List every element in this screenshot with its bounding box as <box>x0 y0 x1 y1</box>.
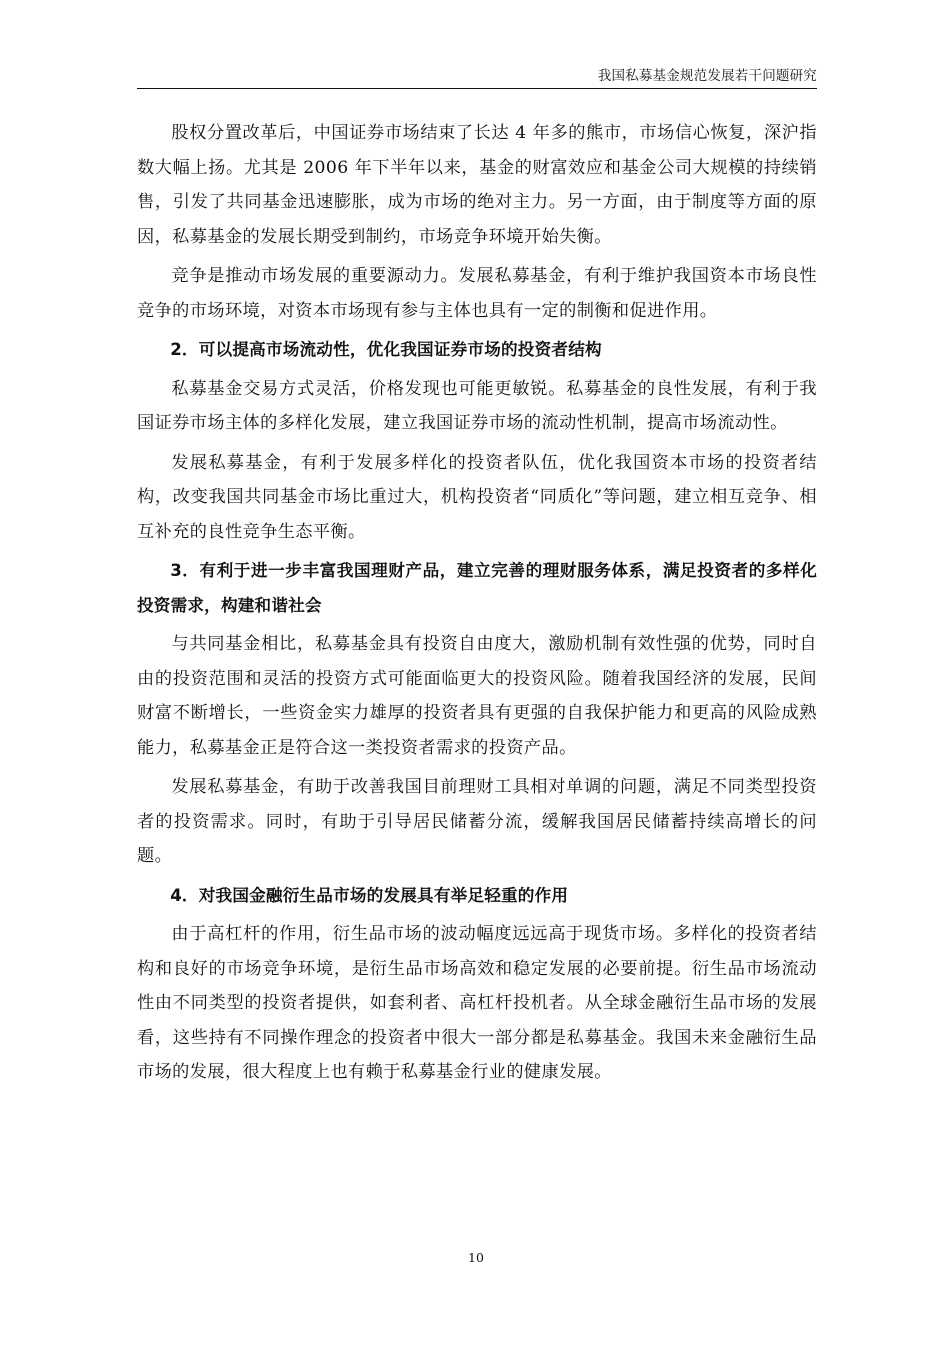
header-rule <box>137 88 817 89</box>
paragraph-market-reform: 股权分置改革后，中国证券市场结束了长达 4 年多的熊市，市场信心恢复，深沪指数大幅上扬。尤其是 2006 年下半年以来，基金的财富效应和基金公司大规模的持续销售，引发了共同基金迅速膨胀，成为市场的绝对主力。另一方面，由于制度等方面的原因，私募基金的发展长期受到制约，市场竞争环境开始失衡。 <box>137 123 817 247</box>
paragraph-private-fund-advantages: 与共同基金相比，私募基金具有投资自由度大，激励机制有效性强的优势，同时自由的投资范围和灵活的投资方式可能面临更大的投资风险。随着我国经济的发展，民间财富不断增长，一些资金实力雄厚的投资者具有更强的自我保护能力和更高的风险成熟能力，私募基金正是符合这一类投资者需求的投资产品。 <box>137 634 817 758</box>
section-heading-3: 3．有利于进一步丰富我国理财产品，建立完善的理财服务体系，满足投资者的多样化投资需求，构建和谐社会 <box>137 561 817 615</box>
paragraph-competition: 竞争是推动市场发展的重要源动力。发展私募基金，有利于维护我国资本市场良性竞争的市场环境，对资本市场现有参与主体也具有一定的制衡和促进作用。 <box>137 266 817 321</box>
paragraph-investment-needs: 发展私募基金，有助于改善我国目前理财工具相对单调的问题，满足不同类型投资者的投资需求。同时，有助于引导居民储蓄分流，缓解我国居民储蓄持续高增长的问题。 <box>137 777 817 866</box>
page-number: 10 <box>468 1250 484 1265</box>
section-heading-4: 4．对我国金融衍生品市场的发展具有举足轻重的作用 <box>170 885 569 905</box>
paragraph-liquidity: 私募基金交易方式灵活，价格发现也可能更敏锐。私募基金的良性发展，有利于我国证券市场主体的多样化发展，建立我国证券市场的流动性机制，提高市场流动性。 <box>137 378 817 433</box>
running-header: 我国私募基金规范发展若干问题研究 <box>597 68 817 84</box>
paragraph-derivatives-market: 由于高杠杆的作用，衍生品市场的波动幅度远远高于现货市场。多样化的投资者结构和良好的市场竞争环境，是衍生品市场高效和稳定发展的必要前提。衍生品市场流动性由不同类型的投资者提供，如套利者、高杠杆投机者。从全球金融衍生品市场的发展看，这些持有不同操作理念的投资者中很大一部分都是私募基金。我国未来金融衍生品市场的发展，很大程度上也有赖于私募基金行业的健康发展。 <box>137 924 817 1082</box>
paragraph-investor-structure: 发展私募基金，有利于发展多样化的投资者队伍，优化我国资本市场的投资者结构，改变我国共同基金市场比重过大，机构投资者“同质化”等问题，建立相互竞争、相互补充的良性竞争生态平衡。 <box>137 452 817 542</box>
section-heading-2: 2．可以提高市场流动性，优化我国证券市场的投资者结构 <box>170 340 602 359</box>
body-text <box>137 116 817 1095</box>
